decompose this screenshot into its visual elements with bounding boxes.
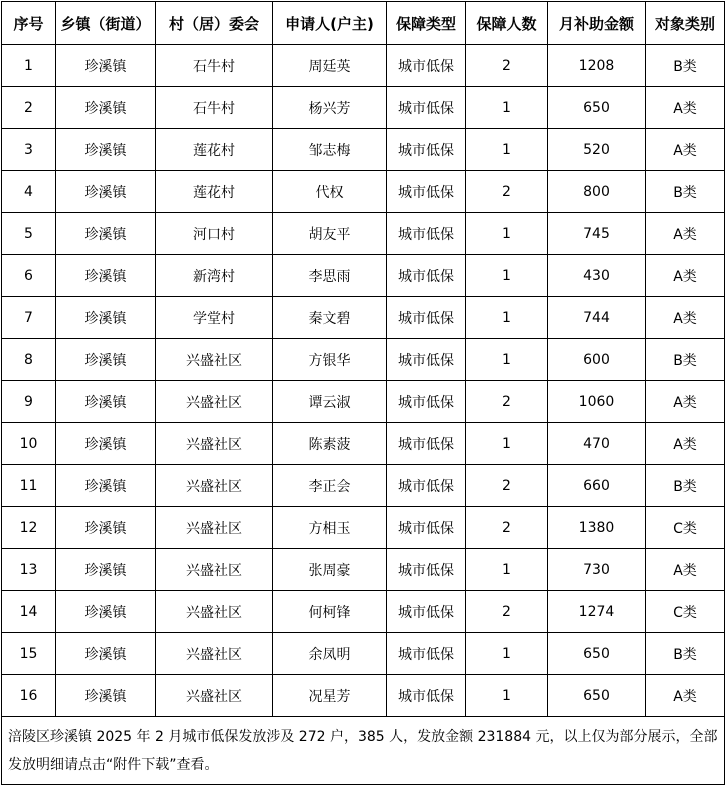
table-row — [2, 633, 725, 675]
cell-category: A类 — [646, 255, 725, 297]
cell-village: 兴盛社区 — [156, 675, 273, 717]
cell-village: 莲花村 — [156, 129, 273, 171]
cell-applicant: 李正会 — [273, 465, 387, 507]
cell-amount: 660 — [548, 465, 646, 507]
cell-type: 城市低保 — [387, 339, 466, 381]
cell-serial: 6 — [2, 255, 56, 297]
header-type: 保障类型 — [387, 2, 466, 45]
cell-applicant: 代权 — [273, 171, 387, 213]
cell-type: 城市低保 — [387, 465, 466, 507]
table-row — [2, 255, 725, 297]
cell-category: B类 — [646, 171, 725, 213]
cell-applicant: 胡友平 — [273, 213, 387, 255]
cell-type: 城市低保 — [387, 255, 466, 297]
header-amount: 月补助金额 — [548, 2, 646, 45]
cell-category: C类 — [646, 507, 725, 549]
cell-type: 城市低保 — [387, 507, 466, 549]
table-row — [2, 213, 725, 255]
cell-serial: 13 — [2, 549, 56, 591]
table-row — [2, 423, 725, 465]
cell-count: 1 — [466, 633, 548, 675]
cell-count: 1 — [466, 675, 548, 717]
cell-village: 兴盛社区 — [156, 465, 273, 507]
cell-category: A类 — [646, 549, 725, 591]
cell-count: 2 — [466, 465, 548, 507]
cell-township: 珍溪镇 — [56, 129, 156, 171]
cell-applicant: 方相玉 — [273, 507, 387, 549]
cell-village: 兴盛社区 — [156, 339, 273, 381]
table-row — [2, 381, 725, 423]
cell-category: A类 — [646, 87, 725, 129]
cell-amount: 800 — [548, 171, 646, 213]
cell-township: 珍溪镇 — [56, 465, 156, 507]
cell-type: 城市低保 — [387, 423, 466, 465]
cell-serial: 4 — [2, 171, 56, 213]
cell-amount: 744 — [548, 297, 646, 339]
cell-category: A类 — [646, 423, 725, 465]
header-village: 村（居）委会 — [156, 2, 273, 45]
table-row — [2, 465, 725, 507]
cell-category: B类 — [646, 45, 725, 87]
cell-township: 珍溪镇 — [56, 381, 156, 423]
cell-type: 城市低保 — [387, 213, 466, 255]
cell-amount: 470 — [548, 423, 646, 465]
cell-count: 1 — [466, 297, 548, 339]
table-row — [2, 297, 725, 339]
cell-township: 珍溪镇 — [56, 549, 156, 591]
cell-serial: 12 — [2, 507, 56, 549]
cell-township: 珍溪镇 — [56, 507, 156, 549]
cell-type: 城市低保 — [387, 87, 466, 129]
cell-count: 2 — [466, 171, 548, 213]
header-applicant: 申请人(户主) — [273, 2, 387, 45]
cell-amount: 1274 — [548, 591, 646, 633]
cell-category: A类 — [646, 213, 725, 255]
header-category: 对象类别 — [646, 2, 725, 45]
cell-count: 1 — [466, 129, 548, 171]
table-row — [2, 171, 725, 213]
cell-township: 珍溪镇 — [56, 171, 156, 213]
cell-serial: 3 — [2, 129, 56, 171]
cell-count: 1 — [466, 549, 548, 591]
cell-applicant: 张周豪 — [273, 549, 387, 591]
cell-count: 2 — [466, 45, 548, 87]
cell-serial: 15 — [2, 633, 56, 675]
cell-township: 珍溪镇 — [56, 339, 156, 381]
cell-applicant: 杨兴芳 — [273, 87, 387, 129]
cell-type: 城市低保 — [387, 591, 466, 633]
cell-village: 石牛村 — [156, 45, 273, 87]
cell-applicant: 谭云淑 — [273, 381, 387, 423]
cell-count: 1 — [466, 255, 548, 297]
cell-serial: 8 — [2, 339, 56, 381]
cell-type: 城市低保 — [387, 129, 466, 171]
cell-amount: 430 — [548, 255, 646, 297]
table-row — [2, 87, 725, 129]
cell-amount: 650 — [548, 675, 646, 717]
cell-amount: 520 — [548, 129, 646, 171]
cell-township: 珍溪镇 — [56, 255, 156, 297]
cell-village: 兴盛社区 — [156, 507, 273, 549]
table-row — [2, 591, 725, 633]
cell-applicant: 余凤明 — [273, 633, 387, 675]
cell-serial: 10 — [2, 423, 56, 465]
cell-amount: 650 — [548, 87, 646, 129]
cell-applicant: 秦文碧 — [273, 297, 387, 339]
cell-amount: 745 — [548, 213, 646, 255]
cell-township: 珍溪镇 — [56, 591, 156, 633]
cell-village: 兴盛社区 — [156, 633, 273, 675]
cell-count: 1 — [466, 423, 548, 465]
cell-type: 城市低保 — [387, 633, 466, 675]
footer-note: 涪陵区珍溪镇 2025 年 2 月城市低保发放涉及 272 户，385 人，发放金额 231884 元，以上仅为部分展示，全部发放明细请点击“附件下载”查看。 — [2, 717, 725, 785]
cell-township: 珍溪镇 — [56, 297, 156, 339]
cell-serial: 1 — [2, 45, 56, 87]
cell-category: B类 — [646, 633, 725, 675]
cell-applicant: 方银华 — [273, 339, 387, 381]
cell-village: 学堂村 — [156, 297, 273, 339]
cell-township: 珍溪镇 — [56, 675, 156, 717]
cell-category: B类 — [646, 339, 725, 381]
cell-serial: 11 — [2, 465, 56, 507]
cell-village: 新湾村 — [156, 255, 273, 297]
cell-category: A类 — [646, 381, 725, 423]
cell-category: A类 — [646, 129, 725, 171]
subsidy-table — [1, 1, 725, 785]
cell-applicant: 周廷英 — [273, 45, 387, 87]
table-row — [2, 339, 725, 381]
cell-village: 莲花村 — [156, 171, 273, 213]
cell-applicant: 邹志梅 — [273, 129, 387, 171]
header-count: 保障人数 — [466, 2, 548, 45]
cell-serial: 2 — [2, 87, 56, 129]
cell-village: 兴盛社区 — [156, 591, 273, 633]
cell-township: 珍溪镇 — [56, 423, 156, 465]
cell-village: 兴盛社区 — [156, 423, 273, 465]
cell-applicant: 况星芳 — [273, 675, 387, 717]
cell-amount: 1208 — [548, 45, 646, 87]
cell-applicant: 何柯锋 — [273, 591, 387, 633]
cell-category: C类 — [646, 591, 725, 633]
cell-serial: 16 — [2, 675, 56, 717]
cell-applicant: 李思雨 — [273, 255, 387, 297]
cell-amount: 1380 — [548, 507, 646, 549]
cell-amount: 1060 — [548, 381, 646, 423]
table-row — [2, 45, 725, 87]
cell-village: 兴盛社区 — [156, 549, 273, 591]
cell-serial: 14 — [2, 591, 56, 633]
cell-count: 2 — [466, 507, 548, 549]
cell-village: 兴盛社区 — [156, 381, 273, 423]
cell-category: A类 — [646, 297, 725, 339]
cell-serial: 7 — [2, 297, 56, 339]
cell-type: 城市低保 — [387, 171, 466, 213]
cell-type: 城市低保 — [387, 381, 466, 423]
header-township: 乡镇（街道） — [56, 2, 156, 45]
table-header-row — [2, 2, 725, 45]
cell-amount: 600 — [548, 339, 646, 381]
cell-township: 珍溪镇 — [56, 213, 156, 255]
table-row — [2, 675, 725, 717]
cell-village: 石牛村 — [156, 87, 273, 129]
cell-applicant: 陈素菠 — [273, 423, 387, 465]
table-row — [2, 507, 725, 549]
cell-category: B类 — [646, 465, 725, 507]
cell-count: 1 — [466, 213, 548, 255]
cell-count: 1 — [466, 87, 548, 129]
cell-type: 城市低保 — [387, 45, 466, 87]
table-footer-row — [2, 717, 725, 785]
cell-amount: 650 — [548, 633, 646, 675]
cell-amount: 730 — [548, 549, 646, 591]
cell-village: 河口村 — [156, 213, 273, 255]
cell-category: A类 — [646, 675, 725, 717]
cell-serial: 5 — [2, 213, 56, 255]
cell-township: 珍溪镇 — [56, 633, 156, 675]
cell-count: 1 — [466, 339, 548, 381]
cell-township: 珍溪镇 — [56, 87, 156, 129]
cell-type: 城市低保 — [387, 675, 466, 717]
cell-type: 城市低保 — [387, 297, 466, 339]
cell-count: 2 — [466, 591, 548, 633]
header-serial: 序号 — [2, 2, 56, 45]
cell-township: 珍溪镇 — [56, 45, 156, 87]
table-row — [2, 129, 725, 171]
cell-count: 2 — [466, 381, 548, 423]
cell-type: 城市低保 — [387, 549, 466, 591]
table-row — [2, 549, 725, 591]
cell-serial: 9 — [2, 381, 56, 423]
